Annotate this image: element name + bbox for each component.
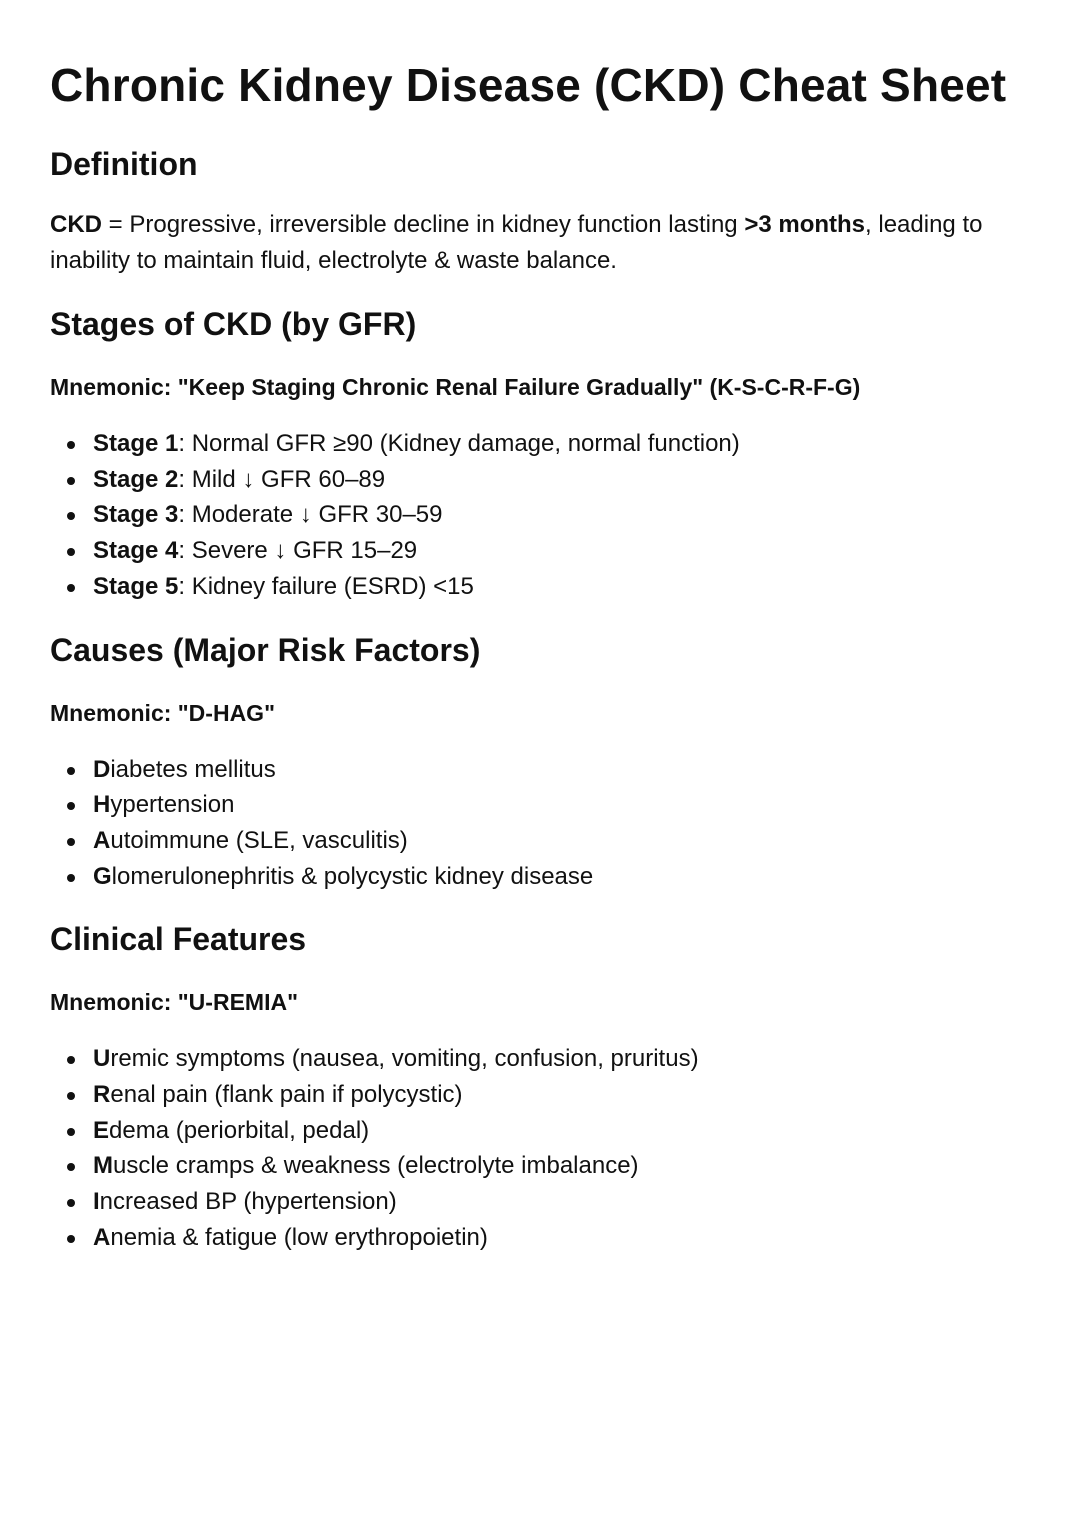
list-item-bold: U	[93, 1045, 111, 1073]
stages-heading: Stages of CKD (by GFR)	[50, 306, 417, 342]
list-item	[93, 1220, 1030, 1256]
list-item	[93, 787, 1030, 823]
list-item	[93, 823, 1030, 859]
definition-part: , leading to inability to maintain fluid, electrolyte & waste balance.	[50, 211, 983, 274]
page-title: Chronic Kidney Disease (CKD) Cheat Sheet	[50, 59, 1007, 111]
list-item	[93, 462, 1030, 498]
list-item	[93, 752, 1030, 788]
list-item	[93, 1148, 1030, 1184]
definition-term: CKD	[50, 211, 102, 238]
list-item-text: remic symptoms (nausea, vomiting, confusion, pruritus)	[110, 1045, 699, 1073]
list-item-bold: I	[93, 1188, 100, 1216]
features-mnemonic: Mnemonic: "U-REMIA"	[50, 989, 298, 1016]
list-item-text: : Mild ↓ GFR 60–89	[178, 465, 386, 493]
stages-list	[50, 426, 1030, 605]
list-item-text: utoimmune (SLE, vasculitis)	[110, 826, 408, 854]
list-item	[93, 533, 1030, 569]
list-item-bold: Stage 1	[93, 430, 179, 457]
features-heading: Clinical Features	[50, 921, 307, 958]
list-item-text: ncreased BP (hypertension)	[99, 1188, 397, 1216]
list-item-bold: H	[93, 791, 111, 819]
list-item	[93, 426, 1030, 462]
list-item-text: nemia & fatigue (low erythropoietin)	[110, 1223, 488, 1251]
features-list	[50, 1041, 1030, 1255]
list-item-text: : Severe ↓ GFR 15–29	[178, 537, 418, 565]
list-item-bold: Stage 5	[93, 572, 179, 600]
list-item-bold: M	[93, 1152, 113, 1180]
list-item-text: uscle cramps & weakness (electrolyte imbalance)	[113, 1152, 639, 1180]
list-item-bold: Stage 3	[93, 501, 179, 529]
list-item	[93, 1184, 1030, 1220]
definition-heading: Definition	[50, 146, 198, 182]
list-item-text: : Kidney failure (ESRD) <15	[178, 572, 474, 600]
list-item-bold: Stage 2	[93, 465, 179, 493]
causes-list	[50, 752, 1030, 895]
causes-heading: Causes (Major Risk Factors)	[50, 631, 481, 668]
list-item	[93, 859, 1030, 895]
list-item-text: enal pain (flank pain if polycystic)	[110, 1081, 463, 1109]
stages-mnemonic: Mnemonic: "Keep Staging Chronic Renal Failure Gradually" (K-S-C-R-F-G)	[50, 374, 861, 400]
list-item-bold: A	[93, 826, 111, 854]
list-item-bold: G	[93, 862, 112, 890]
list-item-text: lomerulonephritis & polycystic kidney disease	[111, 862, 594, 890]
list-item-text: : Normal GFR ≥90 (Kidney damage, normal function)	[178, 430, 740, 457]
list-item-bold: E	[93, 1116, 110, 1144]
list-item	[93, 569, 1030, 605]
list-item-text: iabetes mellitus	[110, 755, 276, 783]
definition-part: = Progressive, irreversible decline in kidney function lasting	[102, 211, 745, 238]
list-item-bold: D	[93, 755, 111, 783]
list-item-text: dema (periorbital, pedal)	[109, 1116, 370, 1144]
list-item-text: : Moderate ↓ GFR 30–59	[178, 501, 443, 529]
list-item-bold: Stage 4	[93, 537, 179, 565]
list-item-text: ypertension	[110, 791, 235, 819]
list-item	[93, 1041, 1030, 1077]
list-item	[93, 497, 1030, 533]
definition-emphasis: >3 months	[744, 211, 866, 238]
list-item	[93, 1113, 1030, 1149]
list-item-bold: R	[93, 1081, 111, 1109]
list-item-bold: A	[93, 1223, 111, 1251]
causes-mnemonic: Mnemonic: "D-HAG"	[50, 699, 275, 726]
definition-text	[50, 207, 1030, 279]
list-item	[93, 1077, 1030, 1113]
